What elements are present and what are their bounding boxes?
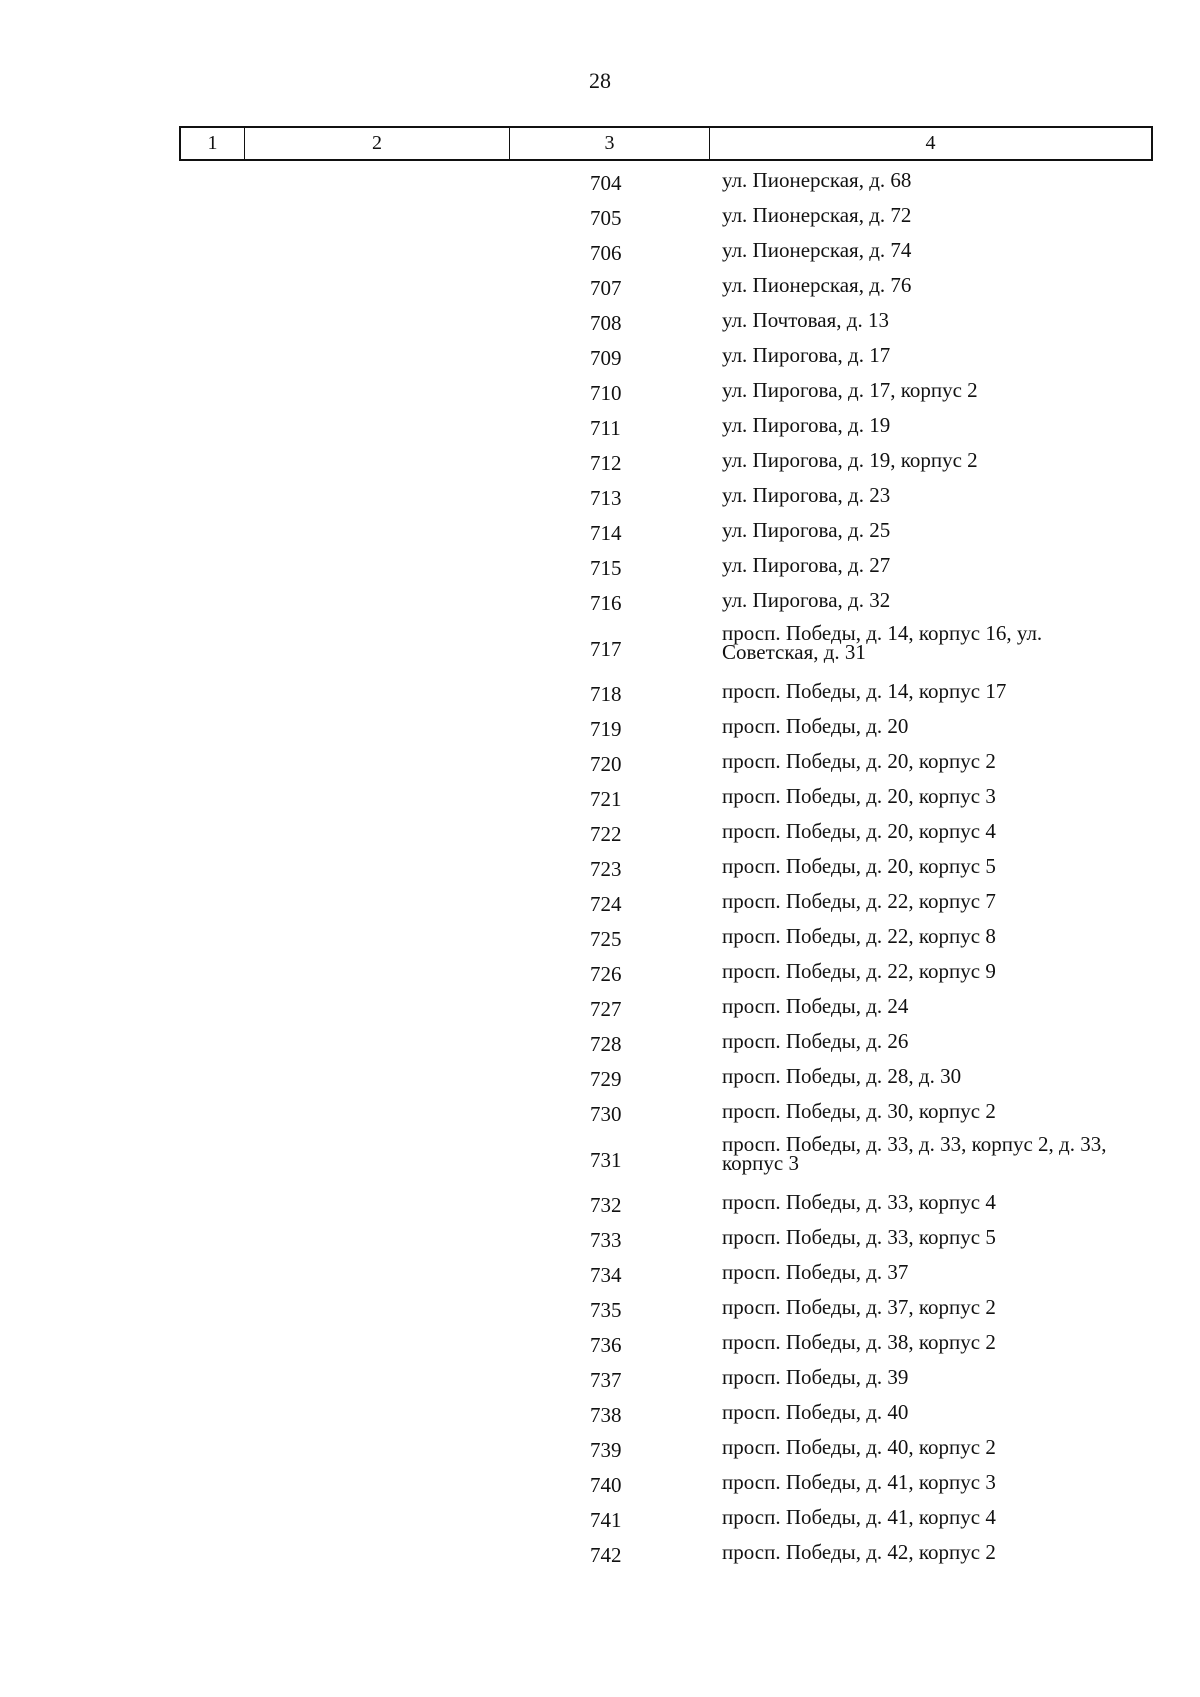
row-number: 739 [590,1438,622,1462]
row-number: 738 [590,1403,622,1427]
row-address: просп. Победы, д. 14, корпус 16, ул. Советская, д. 31 [722,621,1043,664]
row-number: 705 [590,206,622,230]
header-col-4: 4 [925,132,936,154]
row-address: ул. Почтовая, д. 13 [722,308,889,332]
row-address: просп. Победы, д. 20, корпус 4 [722,819,996,843]
table-row [0,552,1200,587]
row-address: просп. Победы, д. 14, корпус 17 [722,679,1007,703]
table-row [0,958,1200,993]
table-row [0,237,1200,272]
table-row [0,1364,1200,1399]
row-address: ул. Пирогова, д. 27 [722,553,891,577]
row-address: просп. Победы, д. 40, корпус 2 [722,1435,996,1459]
row-number: 729 [590,1067,622,1091]
row-address: просп. Победы, д. 37 [722,1260,909,1284]
table-header [179,126,1153,161]
table-row [0,412,1200,447]
header-col-1: 1 [181,128,245,159]
table-row [0,1539,1200,1574]
table-row [0,678,1200,713]
table-row [0,1469,1200,1504]
row-address: ул. Пирогова, д. 32 [722,588,891,612]
row-address: просп. Победы, д. 33, д. 33, корпус 2, д. 33, корпус 3 [722,1132,1107,1175]
row-number: 711 [590,416,621,440]
table-row [0,1294,1200,1329]
table-row [0,853,1200,888]
row-number: 715 [590,556,622,580]
row-address: просп. Победы, д. 33, корпус 5 [722,1225,996,1249]
table-row [0,517,1200,552]
row-address: ул. Пирогова, д. 17 [722,343,891,367]
table-row [0,783,1200,818]
row-number: 726 [590,962,622,986]
row-address: просп. Победы, д. 24 [722,994,909,1018]
table-row [0,993,1200,1028]
row-number: 713 [590,486,622,510]
row-number: 736 [590,1333,622,1357]
table-row [0,923,1200,958]
row-number: 732 [590,1193,622,1217]
table-row [0,1063,1200,1098]
row-address: ул. Пирогова, д. 19, корпус 2 [722,448,978,472]
row-address: просп. Победы, д. 20, корпус 2 [722,749,996,773]
row-address: просп. Победы, д. 40 [722,1400,909,1424]
table-row [0,1224,1200,1259]
row-number: 723 [590,857,622,881]
row-number: 712 [590,451,622,475]
row-address: ул. Пионерская, д. 72 [722,203,912,227]
row-number: 706 [590,241,622,265]
row-number: 719 [590,717,622,741]
row-number: 704 [590,171,622,195]
row-address: просп. Победы, д. 26 [722,1029,909,1053]
row-address: просп. Победы, д. 41, корпус 3 [722,1470,996,1494]
row-address: просп. Победы, д. 39 [722,1365,909,1389]
row-number: 734 [590,1263,622,1287]
table-row [0,587,1200,622]
row-number: 718 [590,682,622,706]
table-row [0,1189,1200,1224]
header-col-3: 3 [510,128,710,159]
table-row [0,622,1200,678]
table-row [0,447,1200,482]
row-address: ул. Пионерская, д. 76 [722,273,912,297]
table-row [0,377,1200,412]
row-address: просп. Победы, д. 20, корпус 3 [722,784,996,808]
table-row [0,1133,1200,1189]
table-row [0,167,1200,202]
row-number: 721 [590,787,622,811]
row-address: просп. Победы, д. 22, корпус 9 [722,959,996,983]
table-row [0,1028,1200,1063]
table-row [0,1399,1200,1434]
row-number: 741 [590,1508,622,1532]
row-number: 724 [590,892,622,916]
row-number: 709 [590,346,622,370]
row-number: 737 [590,1368,622,1392]
row-address: ул. Пирогова, д. 23 [722,483,891,507]
table-row [0,713,1200,748]
row-number: 708 [590,311,622,335]
row-number: 716 [590,591,622,615]
table-row [0,307,1200,342]
row-address: просп. Победы, д. 28, д. 30 [722,1064,962,1088]
table-row [0,1259,1200,1294]
row-address: просп. Победы, д. 30, корпус 2 [722,1099,996,1123]
row-address: ул. Пирогова, д. 25 [722,518,891,542]
row-number: 731 [590,1148,622,1172]
table-row [0,482,1200,517]
table-row [0,1504,1200,1539]
table-row [0,1098,1200,1133]
row-number: 730 [590,1102,622,1126]
row-address: ул. Пирогова, д. 19 [722,413,891,437]
row-address: просп. Победы, д. 42, корпус 2 [722,1540,996,1564]
row-address: просп. Победы, д. 22, корпус 8 [722,924,996,948]
table-row [0,1329,1200,1364]
row-address: просп. Победы, д. 41, корпус 4 [722,1505,996,1529]
row-number: 740 [590,1473,622,1497]
table-row [0,272,1200,307]
row-number: 720 [590,752,622,776]
row-number: 717 [590,637,622,661]
table-row [0,202,1200,237]
row-address: просп. Победы, д. 33, корпус 4 [722,1190,996,1214]
row-address: ул. Пирогова, д. 17, корпус 2 [722,378,978,402]
row-address: просп. Победы, д. 20 [722,714,909,738]
table-row [0,342,1200,377]
row-number: 722 [590,822,622,846]
row-address: просп. Победы, д. 37, корпус 2 [722,1295,996,1319]
table-row [0,748,1200,783]
row-number: 725 [590,927,622,951]
row-number: 733 [590,1228,622,1252]
row-number: 727 [590,997,622,1021]
row-number: 728 [590,1032,622,1056]
row-number: 735 [590,1298,622,1322]
table-body [0,167,1200,1574]
row-number: 707 [590,276,622,300]
row-address: просп. Победы, д. 22, корпус 7 [722,889,996,913]
row-address: просп. Победы, д. 20, корпус 5 [722,854,996,878]
row-number: 710 [590,381,622,405]
row-address: ул. Пионерская, д. 74 [722,238,912,262]
table-row [0,818,1200,853]
page-number: 28 [589,68,611,93]
row-number: 714 [590,521,622,545]
row-address: ул. Пионерская, д. 68 [722,168,912,192]
row-number: 742 [590,1543,622,1567]
row-address: просп. Победы, д. 38, корпус 2 [722,1330,996,1354]
table-row [0,1434,1200,1469]
table-row [0,888,1200,923]
header-col-2: 2 [245,128,510,159]
